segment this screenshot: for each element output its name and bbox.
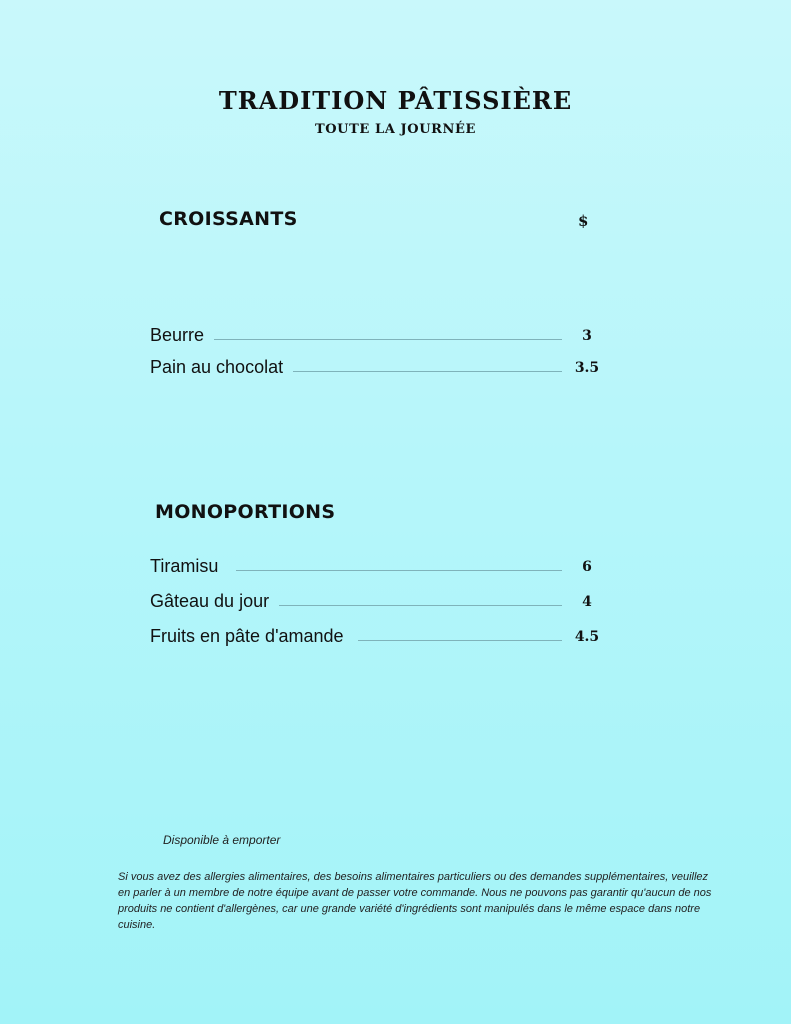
menu-item-name: Pain au chocolat: [150, 357, 284, 377]
menu-item-name: Tiramisu: [150, 556, 219, 576]
dotted-leader: [358, 640, 562, 641]
menu-item-name: Gâteau du jour: [150, 591, 270, 611]
menu-item-price: 6: [582, 559, 592, 575]
menu-item-price: 4.5: [574, 629, 600, 645]
dotted-leader: [279, 605, 562, 606]
dotted-leader: [214, 339, 562, 340]
dotted-leader: [236, 570, 562, 571]
menu-subtitle: TOUTE LA JOURNÉE: [314, 122, 477, 137]
takeaway-note: Disponible à emporter: [163, 833, 281, 847]
dotted-leader: [293, 371, 562, 372]
menu-item-tiramisu: [150, 549, 602, 577]
menu-item-name: Beurre: [150, 325, 205, 345]
section-title-croissants: CROISSANTS: [159, 208, 298, 230]
menu-item-price: 4: [582, 594, 592, 610]
section-title-monoportions: MONOPORTIONS: [155, 501, 336, 523]
menu-item-pain-au-chocolat: [150, 350, 602, 378]
menu-title: TRADITION PÂTISSIÈRE: [218, 86, 573, 115]
menu-item-name: Fruits en pâte d'amande: [150, 626, 344, 646]
menu-item-price: 3.5: [574, 360, 600, 376]
menu-item-gateau-du-jour: [150, 584, 602, 612]
currency-symbol: $: [578, 212, 589, 230]
allergy-notice: Si vous avez des allergies alimentaires, des besoins alimentaires particuliers ou des demandes supplémentaires, veuillez en parler à un membre de notre équipe avant de passer votre commande. Nous ne pouvons pas garantir qu'aucun de nos produits ne contient d'allergènes, car une grande variété d'ingrédients sont manipulés dans le même espace dans notre cuisine.: [118, 871, 712, 931]
menu-item-beurre: [150, 318, 602, 346]
menu-item-price: 3: [582, 328, 592, 344]
menu-item-fruits-pate-amande: [150, 619, 602, 647]
